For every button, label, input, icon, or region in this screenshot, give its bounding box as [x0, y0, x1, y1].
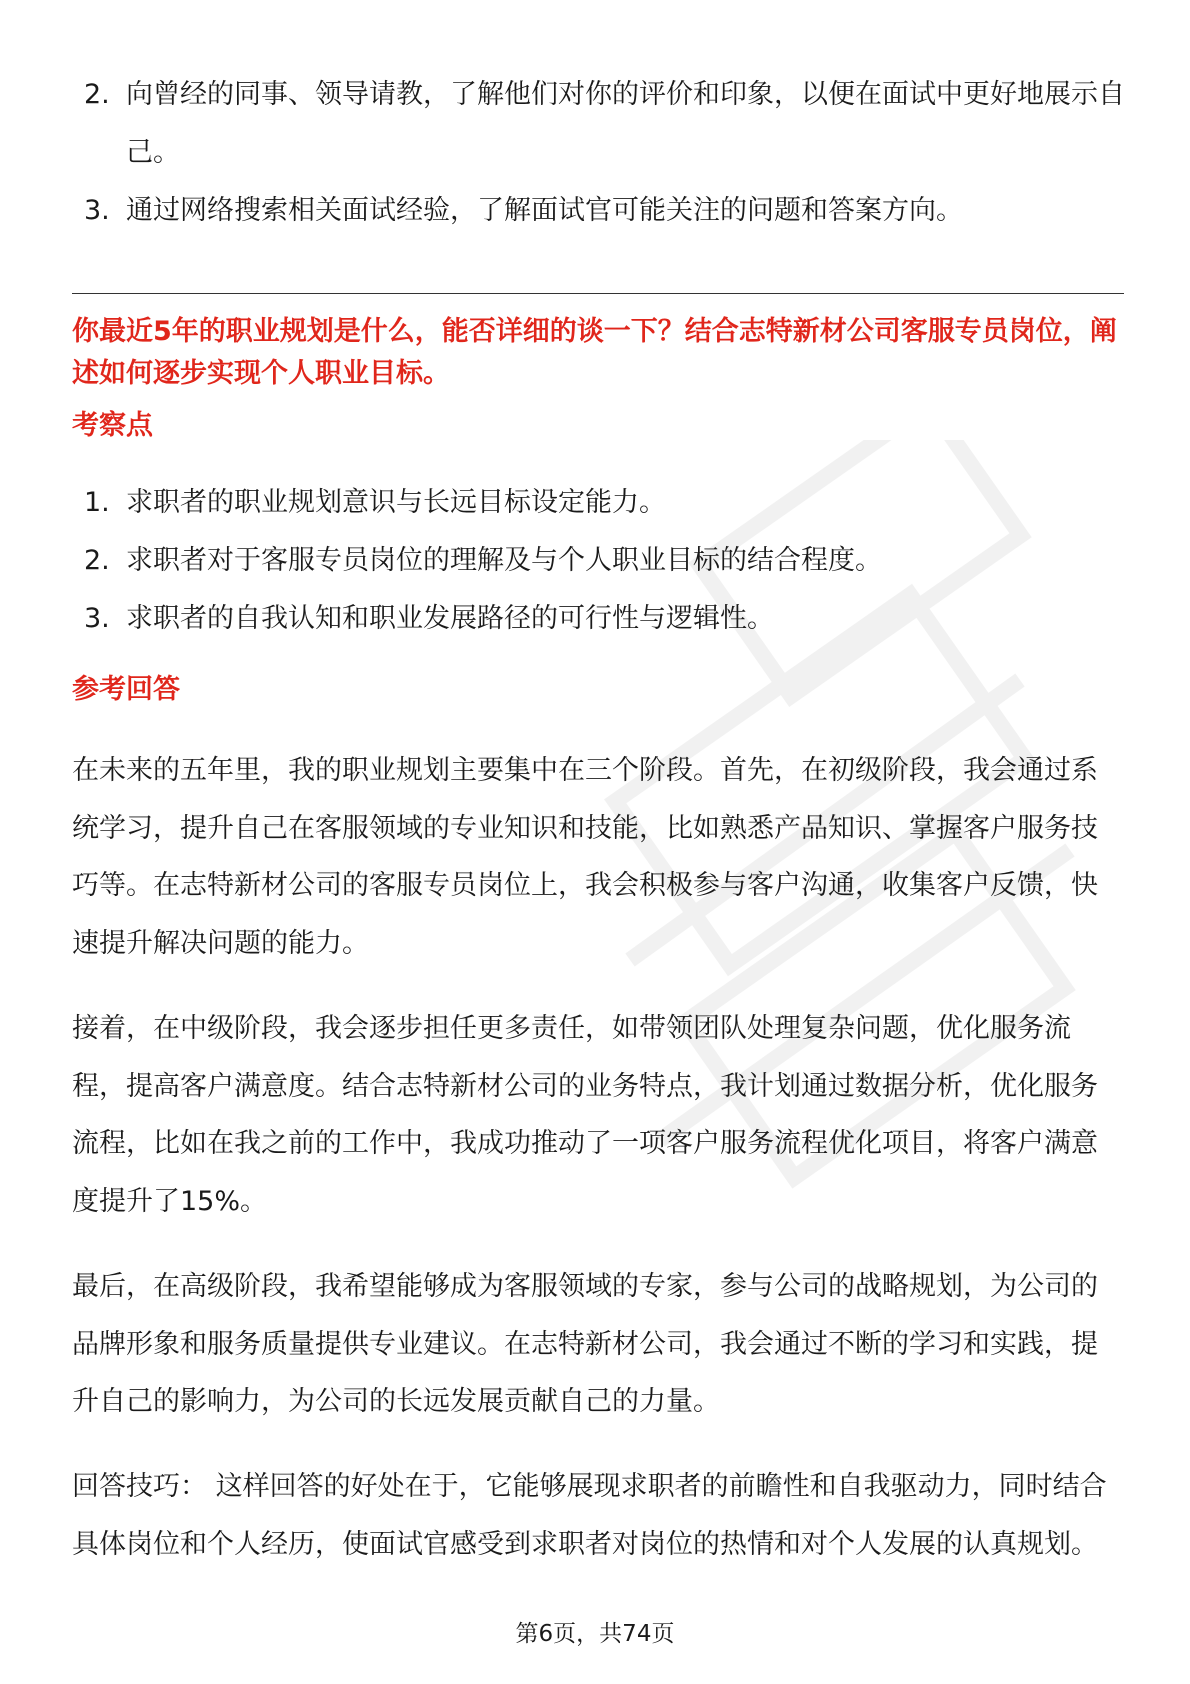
points-list: [84, 474, 1136, 648]
list-item-number: 2.: [84, 545, 110, 576]
intro-list: [84, 66, 1136, 240]
list-item-text: 求职者对于客服专员岗位的理解及与个人职业目标的结合程度。: [126, 545, 882, 576]
list-item: [84, 66, 1136, 182]
answer-tip-paragraph: 回答技巧： 这样回答的好处在于，它能够展现求职者的前瞻性和自我驱动力，同时结合具体岗位和个人经历，使面试官感受到求职者对岗位的热情和对个人发展的认真规划。: [72, 1471, 1107, 1560]
list-item: [84, 590, 1136, 648]
list-item-text: 求职者的自我认知和职业发展路径的可行性与逻辑性。: [126, 603, 774, 634]
section-divider: [72, 293, 1124, 294]
list-item-number: 3.: [84, 195, 110, 226]
question-heading: 你最近5年的职业规划是什么，能否详细的谈一下？结合志特新材公司客服专员岗位，阐述如何逐步实现个人职业目标。: [72, 316, 1117, 389]
answer-paragraph: 接着，在中级阶段，我会逐步担任更多责任，如带领团队处理复杂问题，优化服务流程，提高客户满意度。结合志特新材公司的业务特点，我计划通过数据分析，优化服务流程，比如在我之前的工作中，我成功推动了一项客户服务流程优化项目，将客户满意度提升了15%。: [72, 1013, 1098, 1217]
answer-paragraph: 在未来的五年里，我的职业规划主要集中在三个阶段。首先，在初级阶段，我会通过系统学习，提升自己在客服领域的专业知识和技能，比如熟悉产品知识、掌握客户服务技巧等。在志特新材公司的客服专员岗位上，我会积极参与客户沟通，收集客户反馈，快速提升解决问题的能力。: [72, 755, 1098, 959]
points-label: 考察点: [72, 410, 153, 441]
answer-paragraph: 最后，在高级阶段，我希望能够成为客服领域的专家，参与公司的战略规划，为公司的品牌形象和服务质量提供专业建议。在志特新材公司，我会通过不断的学习和实践，提升自己的影响力，为公司的长远发展贡献自己的力量。: [72, 1271, 1098, 1417]
answer-label: 参考回答: [72, 674, 180, 705]
list-item-text: 求职者的职业规划意识与长远目标设定能力。: [126, 487, 666, 518]
list-item-number: 1.: [84, 487, 110, 518]
list-item: [84, 182, 1136, 240]
page-number-footer: 第6页，共74页: [515, 1621, 675, 1647]
list-item-number: 2.: [84, 79, 110, 110]
list-item-text: 通过网络搜索相关面试经验，了解面试官可能关注的问题和答案方向。: [126, 195, 963, 226]
list-item-number: 3.: [84, 603, 110, 634]
list-item: [84, 474, 1136, 532]
list-item: [84, 532, 1136, 590]
list-item-text: 向曾经的同事、领导请教，了解他们对你的评价和印象，以便在面试中更好地展示自己。: [126, 79, 1125, 168]
